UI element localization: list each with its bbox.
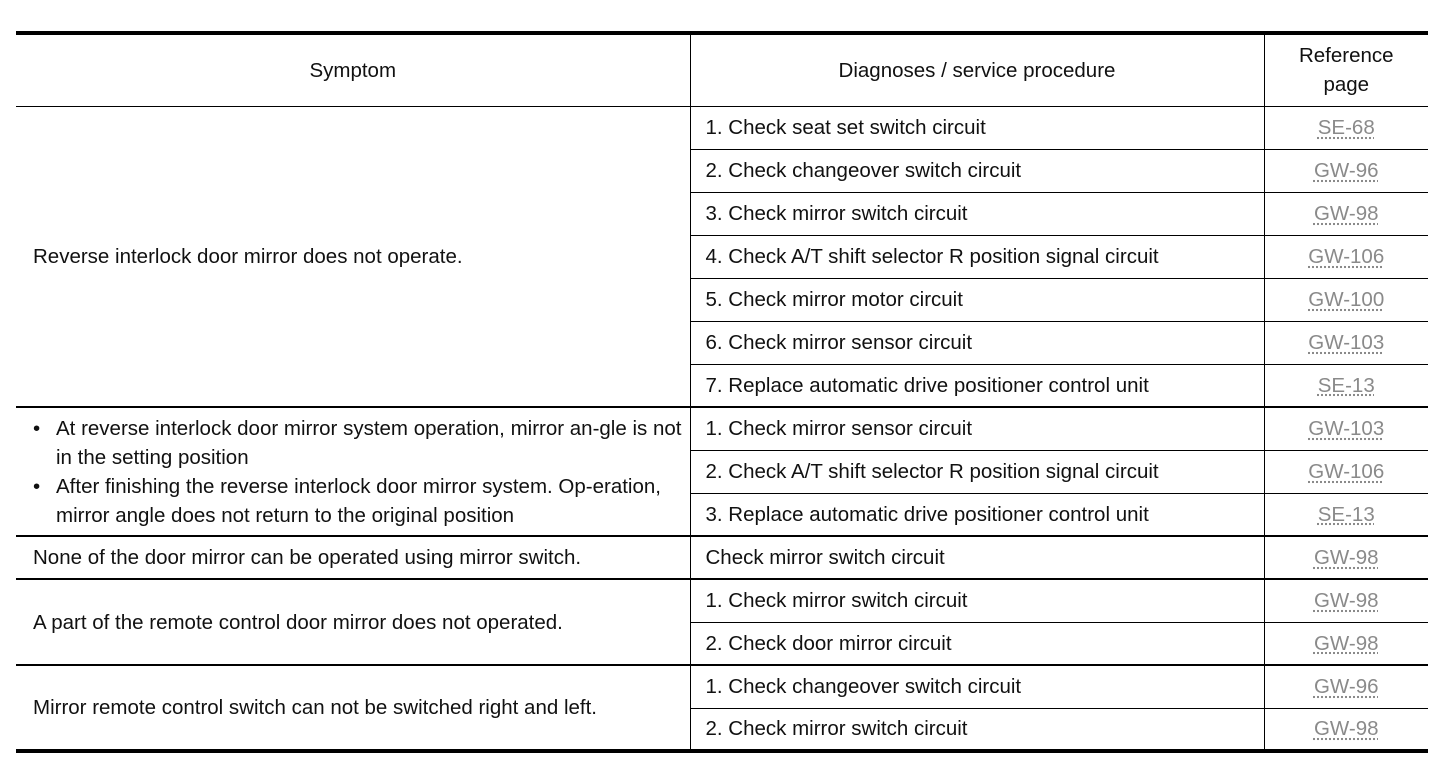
procedure-cell: 1. Check mirror switch circuit <box>690 579 1264 622</box>
reference-link[interactable]: GW-106 <box>1308 460 1385 483</box>
reference-cell <box>1264 622 1428 665</box>
reference-link[interactable]: GW-98 <box>1313 202 1379 225</box>
procedure-cell: Check mirror switch circuit <box>690 536 1264 579</box>
reference-link[interactable]: GW-98 <box>1313 717 1379 741</box>
procedure-cell: 2. Check door mirror circuit <box>690 622 1264 665</box>
symptom-cell <box>16 407 690 536</box>
symptom-cell <box>16 579 690 665</box>
procedure-cell: 4. Check A/T shift selector R position signal circuit <box>690 235 1264 278</box>
diagnosis-table <box>16 31 1428 753</box>
procedure-cell: 3. Check mirror switch circuit <box>690 192 1264 235</box>
reference-link[interactable]: GW-96 <box>1313 675 1379 699</box>
reference-cell <box>1264 579 1428 622</box>
procedure-cell: 3. Replace automatic drive positioner control unit <box>690 493 1264 536</box>
reference-cell <box>1264 493 1428 536</box>
header-procedure: Diagnoses / service procedure <box>690 33 1264 106</box>
symptom-text: None of the door mirror can be operated using mirror switch. <box>33 546 582 569</box>
reference-link[interactable]: GW-96 <box>1313 159 1379 182</box>
procedure-cell: 2. Check mirror switch circuit <box>690 708 1264 751</box>
reference-cell <box>1264 665 1428 708</box>
symptom-text: A part of the remote control door mirror does not operated. <box>33 610 563 634</box>
reference-cell <box>1264 364 1428 407</box>
procedure-cell: 6. Check mirror sensor circuit <box>690 321 1264 364</box>
table-row <box>16 407 1428 450</box>
table-row <box>16 579 1428 622</box>
procedure-cell: 5. Check mirror motor circuit <box>690 278 1264 321</box>
table-row <box>16 536 1428 579</box>
reference-link[interactable]: GW-98 <box>1313 631 1379 655</box>
reference-cell <box>1264 321 1428 364</box>
reference-link[interactable]: SE-13 <box>1317 502 1375 526</box>
reference-cell <box>1264 407 1428 450</box>
header-reference: Reference page <box>1298 44 1394 97</box>
procedure-cell: 1. Check mirror sensor circuit <box>690 407 1264 450</box>
table-row <box>16 665 1428 708</box>
symptom-cell <box>16 106 690 407</box>
symptom-bullet: • After finishing the reverse interlock door mirror system. Op-eration, mirror angle does not return to the original position <box>33 472 682 530</box>
symptom-bullet: • At reverse interlock door mirror system operation, mirror an-gle is not in the setting position <box>33 414 682 472</box>
reference-cell <box>1264 106 1428 149</box>
reference-link[interactable]: GW-98 <box>1313 589 1379 613</box>
symptom-text: Reverse interlock door mirror does not operate. <box>33 244 463 268</box>
reference-link[interactable]: GW-103 <box>1308 417 1385 441</box>
procedure-cell: 7. Replace automatic drive positioner control unit <box>690 364 1264 407</box>
reference-link[interactable]: GW-100 <box>1308 288 1385 311</box>
symptom-text: Mirror remote control switch can not be switched right and left. <box>33 696 597 719</box>
procedure-cell: 1. Check changeover switch circuit <box>690 665 1264 708</box>
reference-link[interactable]: GW-103 <box>1308 331 1385 354</box>
reference-cell <box>1264 536 1428 579</box>
table-row <box>16 106 1428 149</box>
reference-link[interactable]: GW-106 <box>1308 245 1385 268</box>
reference-link[interactable]: SE-13 <box>1317 373 1375 397</box>
reference-cell <box>1264 149 1428 192</box>
symptom-cell <box>16 536 690 579</box>
reference-link[interactable]: GW-98 <box>1313 546 1379 569</box>
reference-cell <box>1264 192 1428 235</box>
symptom-bullet-list <box>33 414 682 530</box>
procedure-cell: 2. Check A/T shift selector R position signal circuit <box>690 450 1264 493</box>
symptom-cell <box>16 665 690 751</box>
reference-cell <box>1264 278 1428 321</box>
reference-cell <box>1264 708 1428 751</box>
procedure-cell: 1. Check seat set switch circuit <box>690 106 1264 149</box>
header-symptom: Symptom <box>309 58 397 82</box>
procedure-cell: 2. Check changeover switch circuit <box>690 149 1264 192</box>
reference-cell <box>1264 235 1428 278</box>
reference-link[interactable]: SE-68 <box>1317 116 1375 139</box>
reference-cell <box>1264 450 1428 493</box>
header-row <box>16 33 1428 106</box>
